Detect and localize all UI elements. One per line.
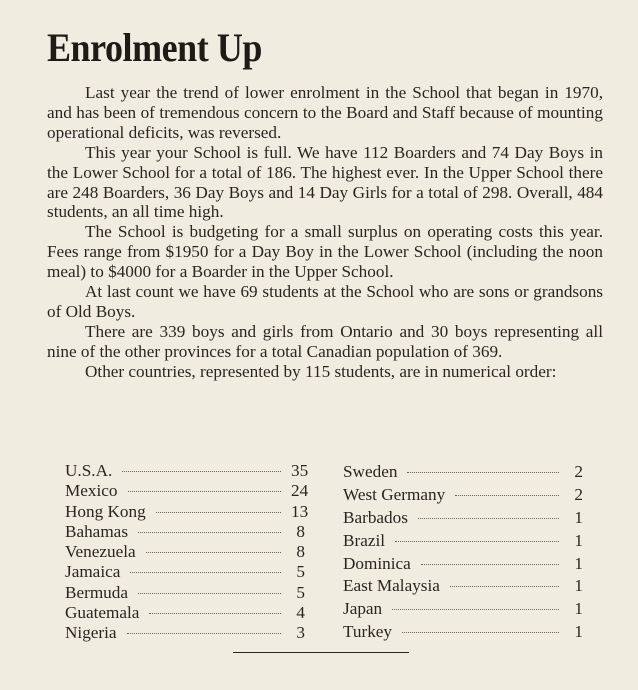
dot-leader [407, 472, 559, 473]
country-count: 1 [574, 553, 583, 573]
article-body [47, 83, 603, 382]
country-name: Jamaica [65, 562, 121, 582]
paragraph-other-countries: Other countries, represented by 115 students, are in numerical order: [85, 361, 557, 381]
dot-leader [138, 532, 281, 533]
dot-leader [421, 564, 559, 565]
country-count: 1 [574, 530, 583, 550]
country-list-right [343, 461, 583, 644]
country-name: Brazil [343, 530, 385, 550]
country-row [65, 562, 305, 582]
country-row [343, 553, 583, 576]
country-row [343, 575, 583, 598]
country-list-left [65, 461, 309, 644]
country-row [343, 507, 583, 530]
country-count: 24 [291, 481, 309, 501]
country-name: Nigeria [65, 623, 117, 643]
country-count: 1 [574, 507, 583, 527]
paragraph-budget: The School is budgeting for a small surplus on operating costs this year. Fees range from $1950 for a Day Boy in the Lower School (including the noon meal) to $4000 for a Boarder in the Upper School. [47, 222, 603, 282]
country-name: Hong Kong [65, 501, 146, 521]
country-count: 5 [296, 582, 305, 602]
dot-leader [146, 552, 281, 553]
country-row [343, 598, 583, 621]
country-count: 2 [574, 462, 583, 481]
paragraph-enrolment-trend: Last year the trend of lower enrolment in the School that began in 1970, and has been of tremendous concern to the Board and Staff because of mounting operational deficits, was reversed. [47, 83, 603, 142]
country-row [343, 461, 583, 484]
country-count: 8 [296, 542, 305, 562]
country-row [343, 484, 583, 507]
country-name: Guatemala [65, 603, 140, 623]
country-count: 3 [296, 623, 305, 643]
country-name: West Germany [343, 484, 446, 504]
paragraph-old-boys: At last count we have 69 students at the School who are sons or grandsons of Old Boys. [47, 282, 603, 321]
dot-leader [450, 586, 559, 587]
dot-leader [392, 609, 559, 610]
country-count: 13 [291, 501, 309, 521]
end-rule-divider [233, 652, 409, 653]
country-name: Mexico [65, 481, 118, 501]
country-name: Turkey [343, 622, 393, 642]
dot-leader [128, 491, 281, 492]
country-row [65, 522, 305, 542]
country-count: 2 [574, 484, 583, 504]
country-row [65, 461, 309, 481]
dot-leader [418, 518, 559, 519]
dot-leader [402, 632, 559, 633]
country-name: Barbados [343, 507, 408, 527]
paragraph-canadian-population: There are 339 boys and girls from Ontario and 30 boys representing all nine of the other provinces for a total Canadian population of 369. [47, 321, 603, 361]
country-count: 4 [296, 603, 305, 623]
paragraph-school-full: This year your School is full. We have 112 Boarders and 74 Day Boys in the Lower School for a total of 186. The highest ever. In the Upper School there are 248 Boarders, 36 Day Boys and 14 Day Girls for a total of 298. Overall, 484 students, an all time high. [47, 142, 603, 222]
dot-leader [127, 633, 281, 634]
country-row [65, 542, 305, 562]
country-name: Japan [343, 599, 383, 619]
country-name: Sweden [343, 462, 398, 481]
country-row [65, 603, 305, 623]
country-row [65, 623, 305, 643]
dot-leader [395, 541, 559, 542]
country-row [65, 501, 309, 522]
dot-leader [138, 593, 281, 594]
country-name: Bahamas [65, 521, 129, 541]
country-name: Venezuela [65, 542, 136, 562]
country-row [343, 530, 583, 553]
country-count: 1 [574, 599, 583, 619]
country-count: 1 [574, 576, 583, 596]
country-name: U.S.A. [65, 461, 113, 480]
dot-leader [122, 471, 281, 472]
country-count: 1 [574, 622, 583, 642]
dot-leader [455, 495, 559, 496]
country-name: Dominica [343, 553, 411, 573]
country-row [65, 583, 305, 603]
country-row [343, 621, 583, 644]
dot-leader [130, 572, 281, 573]
article-title: Enrolment Up [47, 25, 262, 70]
country-count: 5 [296, 562, 305, 582]
dot-leader [156, 512, 281, 513]
country-name: East Malaysia [343, 576, 440, 596]
dot-leader [149, 613, 281, 614]
country-count: 35 [291, 461, 309, 480]
country-row [65, 481, 309, 501]
country-count: 8 [296, 521, 305, 541]
country-name: Bermuda [65, 582, 129, 602]
